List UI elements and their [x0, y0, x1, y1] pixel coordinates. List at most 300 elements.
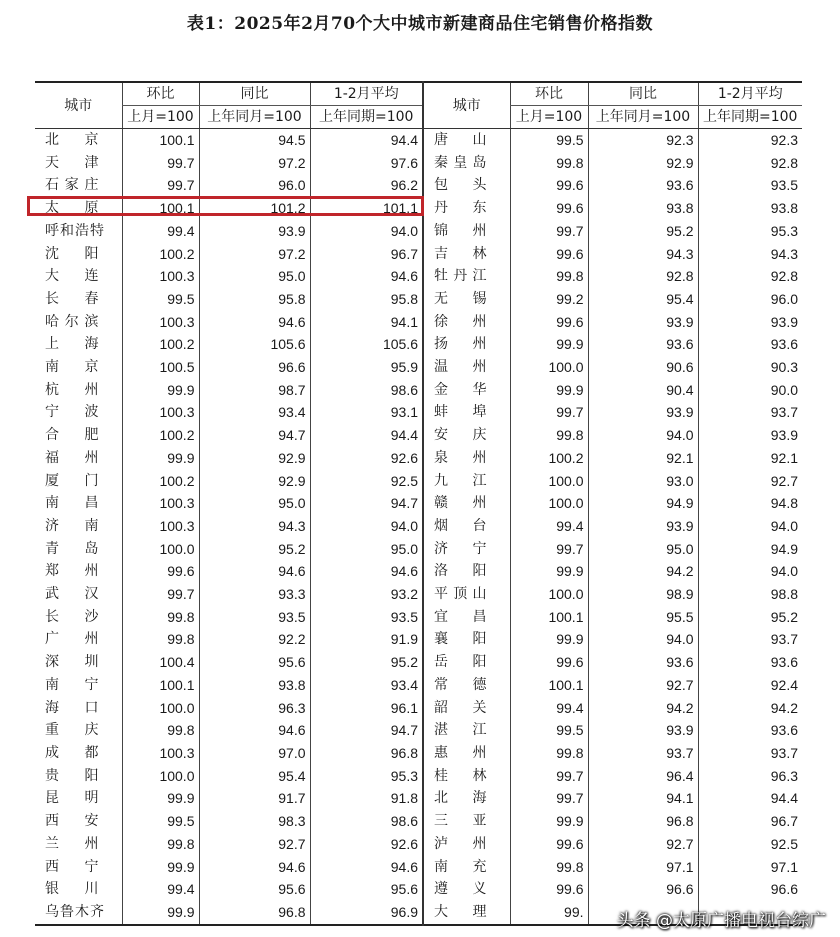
left-city-cell: 沈阳: [45, 245, 100, 262]
right-avg-cell: 94.2: [698, 697, 802, 720]
right-mom-cell: 99.8: [510, 424, 588, 447]
header-mom: 环比: [122, 82, 199, 106]
left-yoy-cell: 93.8: [199, 674, 310, 697]
right-mom-cell: 99.7: [510, 220, 588, 243]
right-city-cell: 桂林: [423, 765, 510, 788]
left-yoy-cell: 95.2: [199, 538, 310, 561]
right-yoy-cell: 93.8: [588, 197, 698, 220]
left-mom-cell: 99.5: [122, 288, 199, 311]
left-mom-cell: 99.9: [122, 447, 199, 470]
table-row: [35, 311, 802, 334]
right-yoy-cell: 94.9: [588, 492, 698, 515]
left-mom-cell: 100.4: [122, 651, 199, 674]
left-city-cell: 西宁: [45, 858, 100, 875]
left-avg-cell: 95.0: [310, 538, 423, 561]
right-avg-cell: 97.1: [698, 856, 802, 879]
right-yoy-cell: 92.7: [588, 833, 698, 856]
left-mom-cell: 99.9: [122, 901, 199, 925]
left-mom-cell: 100.2: [122, 424, 199, 447]
left-avg-cell: 95.9: [310, 356, 423, 379]
right-city-cell: 韶关: [423, 697, 510, 720]
right-avg-cell: 94.4: [698, 787, 802, 810]
right-city-cell: 惠州: [423, 742, 510, 765]
left-avg-cell: 95.3: [310, 765, 423, 788]
table-row: [35, 765, 802, 788]
left-city-cell: 北京: [45, 132, 100, 148]
right-avg-cell: 92.8: [698, 152, 802, 175]
left-yoy-cell: 94.6: [199, 856, 310, 879]
right-city-cell: 金华: [423, 379, 510, 402]
right-yoy-cell: 95.2: [588, 220, 698, 243]
right-yoy-cell: 96.6: [588, 878, 698, 901]
right-yoy-cell: 92.8: [588, 265, 698, 288]
left-mom-cell: 100.1: [122, 129, 199, 152]
left-avg-cell: 94.6: [310, 560, 423, 583]
header-yoy: 同比: [199, 82, 310, 106]
left-avg-cell: 92.6: [310, 447, 423, 470]
left-yoy-cell: 96.6: [199, 356, 310, 379]
right-mom-cell: 99.6: [510, 878, 588, 901]
right-city-cell: 湛江: [423, 719, 510, 742]
table-row: [35, 583, 802, 606]
right-mom-cell: 99.5: [510, 719, 588, 742]
left-mom-cell: 100.1: [122, 197, 199, 220]
left-yoy-cell: 95.6: [199, 651, 310, 674]
left-avg-cell: 93.5: [310, 606, 423, 629]
left-mom-cell: 99.8: [122, 628, 199, 651]
right-yoy-cell: 92.9: [588, 152, 698, 175]
left-city-cell: 重庆: [45, 722, 100, 739]
left-avg-cell: 95.6: [310, 878, 423, 901]
left-yoy-cell: 91.7: [199, 787, 310, 810]
left-city-cell: 福州: [45, 449, 100, 466]
left-yoy-cell: 97.0: [199, 742, 310, 765]
left-yoy-cell: 93.9: [199, 220, 310, 243]
left-avg-cell: 94.6: [310, 265, 423, 288]
left-city-cell: 西安: [45, 813, 100, 830]
header-yoy-right: 同比: [588, 82, 698, 106]
right-yoy-cell: 94.1: [588, 787, 698, 810]
table-row: [35, 152, 802, 175]
left-city-cell: 宁波: [45, 404, 100, 421]
left-avg-cell: 94.6: [310, 856, 423, 879]
left-city-cell: 长春: [45, 290, 100, 307]
left-city-cell: 广州: [45, 631, 100, 648]
right-city-cell: 温州: [423, 356, 510, 379]
right-avg-cell: 93.7: [698, 628, 802, 651]
left-yoy-cell: 94.6: [199, 560, 310, 583]
right-avg-cell: 93.6: [698, 651, 802, 674]
right-avg-cell: 94.0: [698, 515, 802, 538]
left-avg-cell: 93.2: [310, 583, 423, 606]
left-city-cell: 长沙: [45, 608, 100, 625]
right-city-cell: 扬州: [423, 333, 510, 356]
right-mom-cell: 99.4: [510, 515, 588, 538]
left-mom-cell: 99.9: [122, 379, 199, 402]
left-mom-cell: 99.7: [122, 152, 199, 175]
left-avg-cell: 96.1: [310, 697, 423, 720]
right-avg-cell: 94.8: [698, 492, 802, 515]
right-avg-cell: 95.2: [698, 606, 802, 629]
right-avg-cell: 93.8: [698, 197, 802, 220]
left-city-cell: 海口: [45, 699, 100, 716]
right-yoy-cell: 92.7: [588, 674, 698, 697]
left-yoy-cell: 96.8: [199, 901, 310, 925]
right-yoy-cell: 94.2: [588, 560, 698, 583]
right-city-cell: 牡丹江: [423, 265, 510, 288]
left-mom-cell: 99.9: [122, 856, 199, 879]
right-mom-cell: 99.6: [510, 833, 588, 856]
right-avg-cell: 93.7: [698, 401, 802, 424]
left-avg-cell: 98.6: [310, 810, 423, 833]
left-avg-cell: 94.4: [310, 129, 423, 152]
left-mom-cell: 100.3: [122, 515, 199, 538]
left-mom-cell: 99.8: [122, 833, 199, 856]
right-avg-cell: 94.3: [698, 243, 802, 266]
left-avg-cell: 94.0: [310, 515, 423, 538]
left-avg-cell: 96.9: [310, 901, 423, 925]
table-row: [35, 697, 802, 720]
right-avg-cell: 96.6: [698, 878, 802, 901]
right-yoy-cell: 92.3: [588, 129, 698, 152]
table-row: [35, 424, 802, 447]
table-row: [35, 243, 802, 266]
right-mom-cell: 99.5: [510, 129, 588, 152]
table-row: [35, 220, 802, 243]
table-row: [35, 174, 802, 197]
table-row: [35, 401, 802, 424]
left-city-cell: 深圳: [45, 654, 100, 671]
left-city-cell: 青岛: [45, 540, 100, 557]
left-mom-cell: 99.8: [122, 719, 199, 742]
table-row: [35, 333, 802, 356]
left-city-cell: 郑州: [45, 563, 100, 580]
left-mom-cell: 100.1: [122, 674, 199, 697]
right-yoy-cell: 93.9: [588, 311, 698, 334]
table-row: [35, 492, 802, 515]
right-city-cell: 北海: [423, 787, 510, 810]
table-row: [35, 742, 802, 765]
left-avg-cell: 95.2: [310, 651, 423, 674]
right-mom-cell: 100.0: [510, 492, 588, 515]
right-mom-cell: 100.0: [510, 583, 588, 606]
right-avg-cell: 92.3: [698, 129, 802, 152]
right-avg-cell: 93.9: [698, 424, 802, 447]
right-avg-cell: 90.3: [698, 356, 802, 379]
left-yoy-cell: 94.5: [199, 129, 310, 152]
left-mom-cell: 99.4: [122, 878, 199, 901]
left-city-cell: 成都: [45, 744, 100, 761]
left-avg-cell: 101.1: [310, 197, 423, 220]
left-avg-cell: 94.7: [310, 719, 423, 742]
left-yoy-cell: 94.7: [199, 424, 310, 447]
right-avg-cell: 96.3: [698, 765, 802, 788]
left-city-cell: 武汉: [45, 586, 100, 603]
right-mom-cell: 100.1: [510, 606, 588, 629]
right-yoy-cell: 93.9: [588, 515, 698, 538]
right-avg-cell: 95.3: [698, 220, 802, 243]
right-yoy-cell: 93.7: [588, 742, 698, 765]
left-avg-cell: 94.0: [310, 220, 423, 243]
left-yoy-cell: 98.3: [199, 810, 310, 833]
right-avg-cell: 92.5: [698, 833, 802, 856]
left-avg-cell: 95.8: [310, 288, 423, 311]
left-city-cell: 哈尔滨: [45, 313, 100, 330]
left-mom-cell: 99.7: [122, 174, 199, 197]
right-mom-cell: 99.6: [510, 311, 588, 334]
right-avg-cell: 93.9: [698, 311, 802, 334]
table-row: [35, 856, 802, 879]
right-city-cell: 徐州: [423, 311, 510, 334]
left-city-cell: 兰州: [45, 835, 100, 852]
right-city-cell: 洛阳: [423, 560, 510, 583]
right-yoy-cell: 95.4: [588, 288, 698, 311]
right-avg-cell: 92.7: [698, 470, 802, 493]
left-avg-cell: 91.9: [310, 628, 423, 651]
left-yoy-cell: 92.2: [199, 628, 310, 651]
left-yoy-cell: 94.3: [199, 515, 310, 538]
table-row: [35, 628, 802, 651]
table-row: [35, 288, 802, 311]
right-mom-cell: 99.8: [510, 856, 588, 879]
left-city-cell: 济南: [45, 517, 100, 534]
header-city-right: 城市: [423, 82, 510, 129]
right-avg-cell: 92.8: [698, 265, 802, 288]
left-yoy-cell: 97.2: [199, 243, 310, 266]
table-row: [35, 356, 802, 379]
right-mom-cell: 100.2: [510, 447, 588, 470]
left-mom-cell: 100.2: [122, 333, 199, 356]
right-mom-cell: 99.9: [510, 333, 588, 356]
left-mom-cell: 100.0: [122, 765, 199, 788]
right-mom-cell: 99.9: [510, 628, 588, 651]
left-yoy-cell: 96.0: [199, 174, 310, 197]
table-row: [35, 810, 802, 833]
right-yoy-cell: 93.9: [588, 719, 698, 742]
table-row: [35, 470, 802, 493]
right-yoy-cell: 93.6: [588, 651, 698, 674]
left-city-cell: 上海: [45, 336, 100, 353]
table-row: [35, 265, 802, 288]
left-mom-cell: 99.6: [122, 560, 199, 583]
left-yoy-cell: 98.7: [199, 379, 310, 402]
left-yoy-cell: 95.0: [199, 265, 310, 288]
left-yoy-cell: 97.2: [199, 152, 310, 175]
table-row: [35, 651, 802, 674]
highlight-box: [27, 196, 424, 216]
right-yoy-cell: 95.0: [588, 538, 698, 561]
right-city-cell: 安庆: [423, 424, 510, 447]
left-mom-cell: 99.8: [122, 606, 199, 629]
header-yoy-base-right: 上年同月=100: [588, 106, 698, 129]
header-avg-base: 上年同期=100: [310, 106, 423, 129]
left-avg-cell: 93.1: [310, 401, 423, 424]
right-yoy-cell: 90.4: [588, 379, 698, 402]
right-yoy-cell: 96.8: [588, 810, 698, 833]
left-avg-cell: 93.4: [310, 674, 423, 697]
right-mom-cell: 100.0: [510, 356, 588, 379]
table-row: [35, 379, 802, 402]
header-mom-base-right: 上月=100: [510, 106, 588, 129]
left-yoy-cell: 93.3: [199, 583, 310, 606]
left-city-cell: 呼和浩特: [45, 222, 105, 239]
right-city-cell: 岳阳: [423, 651, 510, 674]
right-city-cell: 大理: [423, 901, 510, 925]
left-avg-cell: 96.2: [310, 174, 423, 197]
left-mom-cell: 100.2: [122, 470, 199, 493]
right-mom-cell: 99.: [510, 901, 588, 925]
left-avg-cell: 97.6: [310, 152, 423, 175]
left-avg-cell: 96.7: [310, 243, 423, 266]
right-mom-cell: 99.6: [510, 197, 588, 220]
right-mom-cell: 99.8: [510, 152, 588, 175]
left-yoy-cell: 95.0: [199, 492, 310, 515]
left-city-cell: 昆明: [45, 790, 100, 807]
right-city-cell: 无锡: [423, 288, 510, 311]
left-yoy-cell: 92.7: [199, 833, 310, 856]
right-yoy-cell: 94.2: [588, 697, 698, 720]
table-row: [35, 719, 802, 742]
right-mom-cell: 99.6: [510, 243, 588, 266]
left-mom-cell: 100.3: [122, 492, 199, 515]
right-mom-cell: 100.1: [510, 674, 588, 697]
left-mom-cell: 100.3: [122, 311, 199, 334]
left-avg-cell: 105.6: [310, 333, 423, 356]
left-mom-cell: 100.0: [122, 538, 199, 561]
table-row: [35, 560, 802, 583]
left-yoy-cell: 95.8: [199, 288, 310, 311]
right-city-cell: 泉州: [423, 447, 510, 470]
right-city-cell: 三亚: [423, 810, 510, 833]
table-row: [35, 129, 802, 152]
left-avg-cell: 92.6: [310, 833, 423, 856]
header-mom-base: 上月=100: [122, 106, 199, 129]
left-mom-cell: 100.3: [122, 742, 199, 765]
left-yoy-cell: 101.2: [199, 197, 310, 220]
left-city-cell: 南昌: [45, 495, 100, 512]
left-city-cell: 南宁: [45, 676, 100, 693]
right-yoy-cell: 93.0: [588, 470, 698, 493]
right-city-cell: 宜昌: [423, 606, 510, 629]
right-city-cell: 赣州: [423, 492, 510, 515]
left-city-cell: 杭州: [45, 381, 100, 398]
right-city-cell: 唐山: [423, 129, 510, 152]
right-city-cell: 蚌埠: [423, 401, 510, 424]
left-avg-cell: 91.8: [310, 787, 423, 810]
right-city-cell: 锦州: [423, 220, 510, 243]
right-avg-cell: 93.6: [698, 333, 802, 356]
left-yoy-cell: 95.6: [199, 878, 310, 901]
right-mom-cell: 99.8: [510, 742, 588, 765]
left-city-cell: 大连: [45, 268, 100, 285]
right-mom-cell: 99.6: [510, 174, 588, 197]
right-avg-cell: 94.9: [698, 538, 802, 561]
left-yoy-cell: 92.9: [199, 470, 310, 493]
right-avg-cell: 96.7: [698, 810, 802, 833]
right-city-cell: 九江: [423, 470, 510, 493]
right-mom-cell: 99.7: [510, 787, 588, 810]
header-yoy-base: 上年同月=100: [199, 106, 310, 129]
right-yoy-cell: 94.0: [588, 424, 698, 447]
left-mom-cell: 99.5: [122, 810, 199, 833]
table-body: [35, 129, 802, 925]
right-city-cell: 泸州: [423, 833, 510, 856]
right-mom-cell: 99.7: [510, 538, 588, 561]
right-yoy-cell: 98.9: [588, 583, 698, 606]
right-yoy-cell: 90.6: [588, 356, 698, 379]
right-yoy-cell: 96.4: [588, 765, 698, 788]
left-city-cell: 乌鲁木齐: [45, 903, 105, 920]
left-mom-cell: 100.0: [122, 697, 199, 720]
left-yoy-cell: 92.9: [199, 447, 310, 470]
left-avg-cell: 96.8: [310, 742, 423, 765]
left-mom-cell: 99.7: [122, 583, 199, 606]
right-yoy-cell: 93.9: [588, 401, 698, 424]
right-city-cell: 烟台: [423, 515, 510, 538]
header-mom-right: 环比: [510, 82, 588, 106]
right-city-cell: 包头: [423, 174, 510, 197]
right-yoy-cell: 95.5: [588, 606, 698, 629]
table-row: [35, 447, 802, 470]
right-avg-cell: 90.0: [698, 379, 802, 402]
header-city: 城市: [35, 82, 122, 129]
table-row: [35, 787, 802, 810]
left-mom-cell: 100.5: [122, 356, 199, 379]
right-avg-cell: 98.8: [698, 583, 802, 606]
right-city-cell: 秦皇岛: [423, 152, 510, 175]
left-city-cell: 南京: [45, 359, 100, 376]
left-avg-cell: 94.1: [310, 311, 423, 334]
right-mom-cell: 99.7: [510, 765, 588, 788]
left-avg-cell: 98.6: [310, 379, 423, 402]
table-row: [35, 833, 802, 856]
left-avg-cell: 94.4: [310, 424, 423, 447]
left-city-cell: 银川: [45, 881, 100, 898]
left-yoy-cell: 95.4: [199, 765, 310, 788]
left-mom-cell: 100.3: [122, 265, 199, 288]
left-yoy-cell: 93.5: [199, 606, 310, 629]
right-avg-cell: 93.6: [698, 719, 802, 742]
right-avg-cell: 94.0: [698, 560, 802, 583]
right-mom-cell: 99.8: [510, 265, 588, 288]
right-city-cell: 襄阳: [423, 628, 510, 651]
right-yoy-cell: 97.1: [588, 856, 698, 879]
table-row: [35, 538, 802, 561]
header-avg-right: 1-2月平均: [698, 82, 802, 106]
right-city-cell: 丹东: [423, 197, 510, 220]
page-title: 表1：2025年2月70个大中城市新建商品住宅销售价格指数: [186, 14, 654, 34]
right-mom-cell: 99.9: [510, 560, 588, 583]
right-mom-cell: 99.9: [510, 810, 588, 833]
left-yoy-cell: 94.6: [199, 719, 310, 742]
right-mom-cell: 99.4: [510, 697, 588, 720]
right-yoy-cell: 93.6: [588, 333, 698, 356]
left-avg-cell: 94.7: [310, 492, 423, 515]
table-row: [35, 515, 802, 538]
right-yoy-cell: 94.0: [588, 628, 698, 651]
right-mom-cell: 99.9: [510, 379, 588, 402]
right-yoy-cell: 94.3: [588, 243, 698, 266]
table-row: [35, 878, 802, 901]
left-yoy-cell: 96.3: [199, 697, 310, 720]
left-city-cell: 天津: [45, 154, 100, 171]
watermark: 头条 @太原广播电视台综广: [616, 911, 826, 931]
left-city-cell: 合肥: [45, 427, 100, 444]
left-mom-cell: 99.4: [122, 220, 199, 243]
header-avg: 1-2月平均: [310, 82, 423, 106]
left-city-cell: 贵阳: [45, 767, 100, 784]
left-city-cell: 厦门: [45, 472, 100, 489]
